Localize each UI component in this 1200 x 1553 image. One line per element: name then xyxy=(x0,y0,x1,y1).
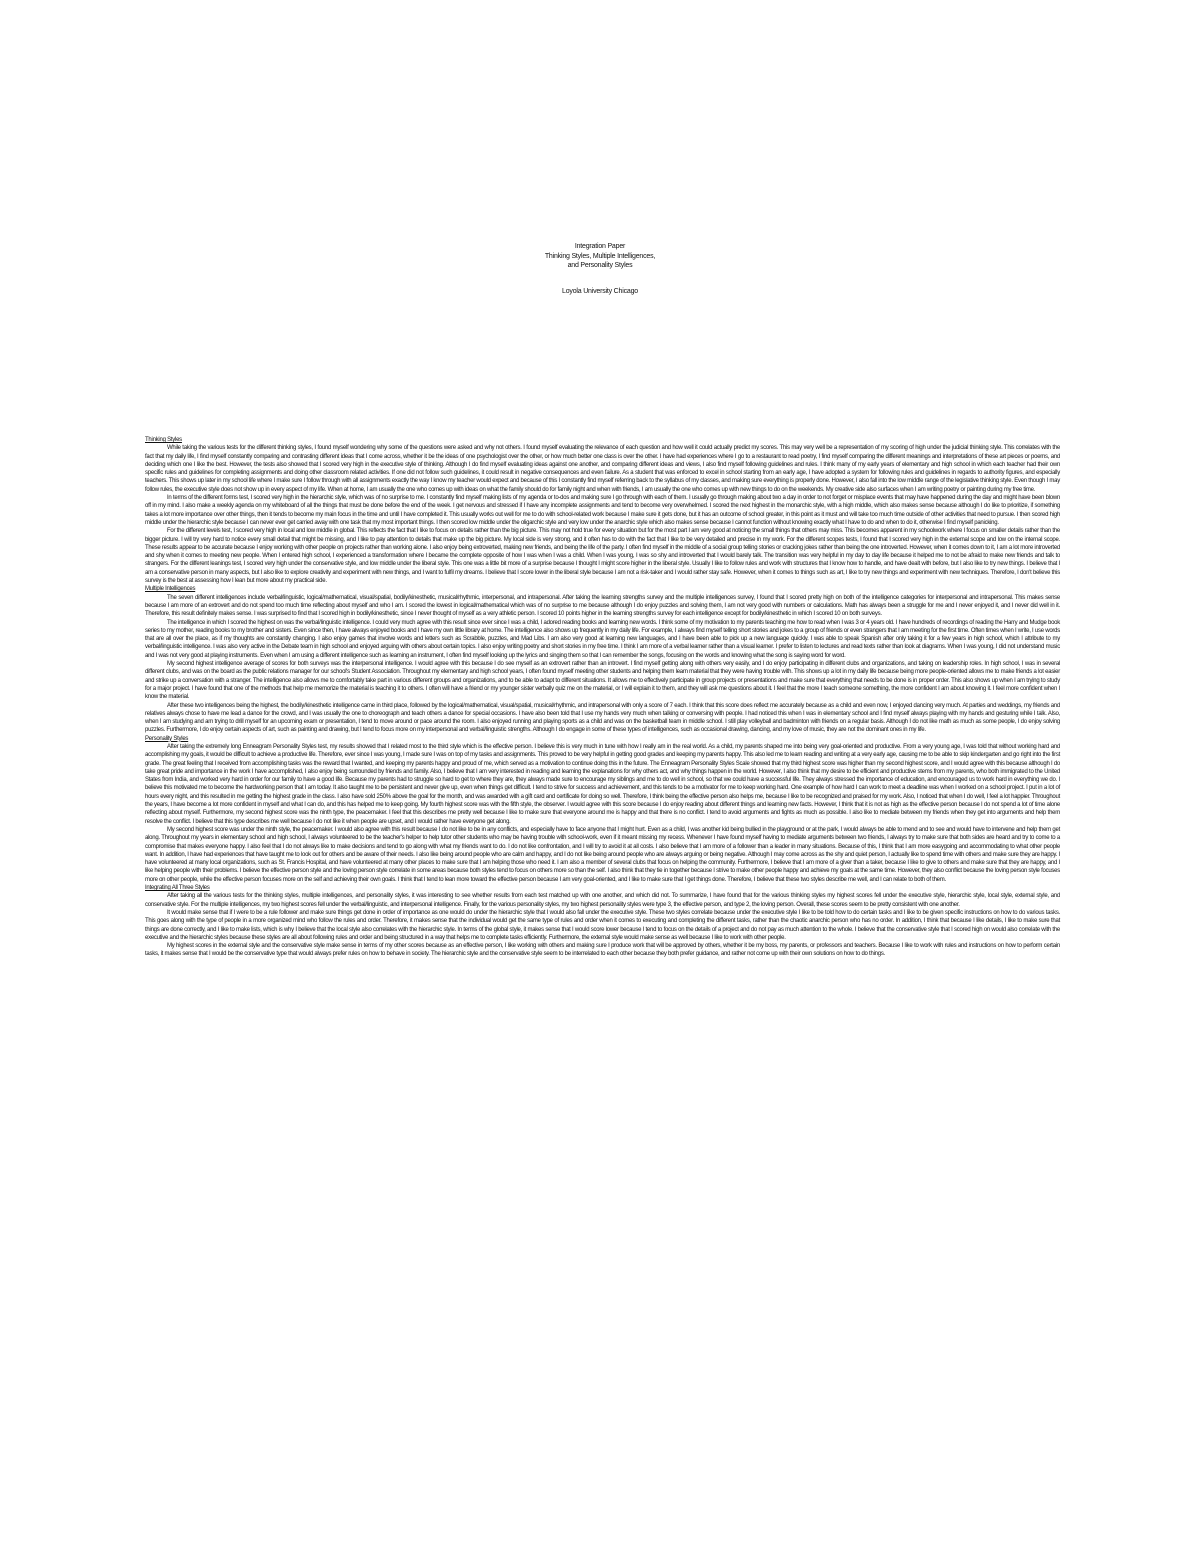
paragraph: My second highest intelligence average of scores for both surveys was the interpersonal intelligence. I would agree with this because I do see myself as an extrovert rather than an introvert. I find myself getting along with others very easily, and I do enjoy participating in different clubs and organizations, and taking on leadership roles. In high school, I was in several different clubs, and was on the board as the public relations manager for our school's Student Association. Throughout my elementary and high school years, I often found myself meeting other students and helping them learn material that they were having trouble with. This shows up a lot in my daily life because being more people-oriented allows me to make friends a lot easier and strike up a conversation with a stranger. The intelligence also allows me to comfortably take part in various different groups and organizations, and to be able to adapt to different situations. It allows me to effectively participate in group projects or presentations and make sure that everything that needs to be done is in proper order. This also shows up when I am trying to study for a major project. I have found that one of the methods that help me memorize the material is teaching it to others. I often will have a friend or my younger sister verbally quiz me on the material, or I will explain it to them, and they will ask me questions about it. I feel that the more I teach someone something, the more confident I am about knowing it. I feel more confident when I know the material. xyxy=(145,661,1060,701)
section-integrating-all-three-styles xyxy=(145,884,1060,959)
paper-title: Integration Paper xyxy=(574,243,626,250)
paragraph: My second highest score was under the ninth style, the peacemaker. I would also agree with this result because I do not like to be in any conflicts, and especially have to face anyone that I might hurt. Even as a child, I was another kid being bullied in the playground or at the park, I would always be able to mend and to see and would have to intervene and help them get along. Throughout my years in elementary school and high school, I always volunteered to be the teacher's helper to help tutor other students who may be having trouble with school-work, even if it meant missing my recess. Whenever I have found myself having to mediate arguments between two friends, I always try to make sure that both sides are heard and try to come to a compromise that makes everyone happy. I also feel that I do not always like to make decisions and tend to go along with what my friends want to do. I do not like confrontation, and I will try to avoid it at all costs. I also believe that I am more of a follower than a leader in many situations. Because of this, I think that I am more easygoing and accommodating to what other people want. In addition, I have had experiences that have taught me to look out for others and be aware of their needs. I also like being around people who are calm and happy, and I do not like being around people who are always arguing or being negative. Although I may come across as the shy and quiet person, I actually like to spend time with others and make sure they are happy. I have volunteered at many local organizations, such as St. Francis Hospital, and have volunteered at many other places to make sure that I am helping those who need it. I am also a member of several clubs that focus on helping the community. Furthermore, I believe that I am more of a giver than a taker, because I like to give to others and make sure that they are happy, and I like helping people with their problems. I believe the effective person style and the loving person style correlate in some areas because both styles tend to focus on others more so than the self. I also think that they tie in together because I strive to make other people happy and achieve my goals at the same time. However, they also conflict because the loving person style focuses more on other people, while the effective person focuses more on the self and achieving their own goals. I think that I tend to lean more toward the effective person because I am very goal-oriented, and I like to make sure that I get things done. Therefore, I believe that these two styles describe me well, and I can relate to both of them. xyxy=(145,826,1060,883)
section-heading: Personality Styles xyxy=(145,735,189,742)
section-heading: Multiple Intelligences xyxy=(145,586,196,593)
paragraph: While taking the various tests for the different thinking styles, I found myself wondering why some of the questions were asked and why not others. I found myself evaluating the relevance of each question and how well it could actually predict my scores. This may very well be a representation of my scoring of high under the judicial thinking style. This correlates with the fact that my daily life, I find myself constantly comparing and contrasting different ideas that I come across, whether it be the ideas of one psychologist over the other, or how much better one class is over the other. I have had experiences where I go to a restaurant to read poetry, I find myself comparing the different meanings and interpretations of these art pieces or poems, and deciding which one I like the best. However, the tests also showed that I scored very high in the executive style of thinking. Although I do find myself evaluating ideas against one another, and comparing different ideas and views, I also find myself following guidelines and rules. I think many of my early years of elementary and high school in which each teacher had their own specific rules and guidelines for completing assignments and doing other classroom related activities. If one did not follow such guidelines, it could result in negative consequences and even failure. As a student that was enforced to excel in school starting from an early age, I have adopted a system for following rules and guidelines in regards to authority figures, and especially teachers. This shows up later in my school life where I make sure I follow through with all assignments exactly the way I know my teacher would expect and because of this I constantly find myself referring back to the syllabus of my classes, and making sure everything is properly done. However, I also fall into the low middle range of the legislative thinking style. Even though I may follow rules, the executive style does not show up in every aspect of my life. When at home, I am usually the one who comes up with ideas on what the family should do for family night and when with friends, I am usually the one who comes up with new things to do on the weekends. My creative side also surfaces when I am writing poetry or painting during my free time. xyxy=(145,445,1060,493)
section-thinking-styles xyxy=(145,436,1060,585)
paragraph: After taking the extremely long Enneagram Personality Styles test, my results showed that I related most to the third style which is the effective person. I believe this is very much in tune with how I really am in the real world. As a child, my parents shaped me into being very goal-oriented and productive. From a very young age, I was told that without working hard and accomplishing my goals, it would be difficult to achieve a productive life. Therefore, ever since I was young, I made sure I was on top of my tasks and assignments. This proved to be very helpful in getting good grades and keeping my parents happy. This also led me to learn reading and writing at a very early age, causing me to be able to skip kindergarten and go right into the first grade. The great feeling that I received from accomplishing tasks was the reward that I wanted, and keeping my parents happy and proud of me, which served as a motivation to continue doing this in the future. The Enneagram Personality Styles Scale showed that my third highest score was higher than my second highest score, and I would agree with this because although I do take great pride and importance in the work I have accomplished, I also enjoy being surrounded by friends and family. Also, I believe that I am very interested in reading and learning the explanations for why others act, and why things happen in the world. However, I also think that my desire to be efficient and productive stems from my parents, who both immigrated to the United States from India, and worked very hard in order for our family to have a good life. Because my parents had to struggle so hard to get to where they are, they always made sure to encourage my siblings and me to do well in school, so that we could have a successful life. They always stressed the importance of education, and encouraged us to work hard in everything we do. I believe this motivated me to become the hardworking person that I am today. It also taught me to be persistent and never give up, even when things get difficult. I tend to strive for success and achievement, and this tends to be a motivator for me to keep working hard. One example of how hard I can work to meet a deadline was when I worked on a school project. I put in a lot of hours every night, and this resulted in me getting the highest grade in the class. I also have sold 250% above the goal for the month, and was awarded with a gift card and certificate for doing so well. Therefore, I think being the effective person also helps me, because I like to be recognized and praised for my work. Also, I noticed that when I do well, I feel a lot happier. Throughout the years, I have become a lot more confident in myself and what I can do, and this has helped me to keep going. My fourth highest score was with the fifth style, the observer. I would agree with this score because I do enjoy reading about different things and learning new facts. However, I think that it is not as high as the effective person because I do not spend a lot of time alone reflecting about myself. Furthermore, my second highest score was the ninth type, the peacemaker. I feel that this describes me pretty well because I like to make sure that everyone around me is happy and that there is no conflict. I tend to avoid arguments and fights as much as possible. I also like to mediate between my friends when they get into arguments and help them resolve the conflict. I believe that this type describes me well because I do not like it when people are upset, and I would rather have everyone get along. xyxy=(145,743,1060,825)
paragraph: The intelligence in which I scored the highest on was the verbal/linguistic intelligence. I could very much agree with this result since ever since I was a child, I adored reading books and learning new words. I think some of my motivation to my parents teaching me how to read when I was 3 or 4 years old. I have hundreds of recordings of reading the Harry and Mudge book series to my mother, reading books to my brother and sisters. Even since then, I have always enjoyed books and I have my own little library at home. The intelligence also shows up frequently in my daily life. For example, I always find myself telling short stories and jokes to a group of friends or even strangers that I am meeting for the first time. Often times when I write, I use words that are all over the place, as if my thoughts are constantly changing. I also enjoy games that involve words and letters such as Scrabble, puzzles, and Mad Libs. I am also very good at learning new languages, and I have been able to pick up a new language quickly. I was able to speak Spanish after only taking it for a few years in high school, which I attribute to my verbal/linguistic intelligence. I was also very active in the Debate team in high school and enjoyed arguing with others about certain topics. I also enjoy writing poetry and short stories in my free time. I think I am more of a verbal learner rather than a visual learner. I prefer to listen to lectures and read texts rather than look at diagrams. When I was young, I did not understand music and I was not very good at playing instruments. Even when I am using a different intelligence such as learning an instrument, I often find myself looking up the lyrics and singing them so that I can remember the songs, focusing on the words and knowing what the song is saying word for word. xyxy=(145,619,1060,659)
paper-subtitle-line-1: Thinking Styles, Multiple Intelligences, xyxy=(544,252,656,260)
section-heading: Integrating All Three Styles xyxy=(145,885,210,892)
paragraph: The seven different intelligences include verbal/linguistic, logical/mathematical, visual/spatial, bodily/kinesthetic, musical/rhythmic, interpersonal, and intrapersonal. After taking the learning strengths survey and the multiple intelligences survey, I found that I scored pretty high on both of the intelligence categories for interpersonal and intrapersonal. This makes sense because I am more of an extrovert and do not spend too much time reflecting about myself and who I am. I scored the lowest in logical/mathematical which was of no surprise to me because although I do enjoy puzzles and solving them, I am not very good with numbers or calculations. Math has always been a struggle for me and I never enjoyed it, and I never did well in it. Therefore, this result definitely makes sense. I was surprised to find that I scored high in bodily/kinesthetic, since I never thought of myself as a very athletic person. I scored 10 points higher in the learning strengths survey for each intelligence except for bodily/kinesthetic in which I scored 10 on both surveys. xyxy=(145,594,1060,618)
paragraph: My highest scores in the external style and the conservative style make sense in terms of my other scores because as an effective person, I like working with others and making sure I produce work that will be approved by others, whether it be my boss, my parents, or professors and teachers. Because I like to work with rules and instructions on how to perform certain tasks, it makes sense that I would be the conservative type that would always prefer rules on how to behave in society. The hierarchic style and the conservative style seem to be interrelated to each other because they both prefer guidance, and rather not come up with their own solutions on how to do things. xyxy=(145,943,1060,958)
paper-subtitle-line-2: and Personality Styles xyxy=(567,262,633,269)
paragraph: For the different levels test, I scored very high in local and low middle in global. This reflects the fact that I like to focus on details rather than the big picture. This may not hold true for every situation but for the most part I am very good at noticing the small things that others may miss. This becomes apparent in my schoolwork where I focus on smaller details rather than the bigger picture. I will try very hard to notice every small detail that might be missing, and I like to pay attention to details that make up the big picture. My local side is very strong, and it often has to do with the fact that I like to be very detailed and precise in my work. For the different scopes tests, I found that I scored very high in the external scope and low on the internal scope. These results appear to be accurate because I enjoy working with other people on projects rather than working alone. I also enjoy being extroverted, making new friends, and being the life of the party. I often find myself in the middle of a social group telling stories or cracking jokes rather than being the one introverted. However, when it comes down to it, I am a lot more introverted and shy when it comes to meeting new people. When I entered high school, I experienced a transformation where I became the complete opposite of how I was when I was a child. When I was young, I was so shy and introverted that I would barely talk. The transition was very helpful in my day to day life because it helped me to not be afraid to make new friends and talk to strangers. For the different leanings test, I scored very high under the conservative style, and low middle under the liberal style. This one was a little bit more of a surprise because I thought I might score higher in the liberal style. Usually I like to follow rules and work with structures that I know how to handle, and have dealt with before, but I also like to try new things. I believe that I am a conservative person in many aspects, but I also like to explore creativity and experiment with new things, and I want to fulfil my dreams. I believe that I score lower in the liberal style because I am not a risk-taker and I would rather stay safe. However, when it comes to things such as art, I like to try new things and experiment with new techniques. Therefore, I don't believe this survey is the best at assessing how I lean but more about my practical side. xyxy=(145,528,1060,585)
section-heading: Thinking Styles xyxy=(145,437,182,443)
paragraph: After these two intelligences being the highest, the bodily/kinesthetic intelligence came in third place, followed by the logical/mathematical, visual/spatial, musical/rhythmic, and intrapersonal with only a score of 7 each. I think that this score does reflect me accurately because as a child and even now, I enjoyed dancing very much. At parties and weddings, my friends and relatives always chose to have me lead a dance for the crowd, and I was usually the one to choreograph and teach others a dance for special occasions. I have also been told that I use my hands very much when talking or conversing with people. I had noticed this when I was in elementary school and I find myself always playing with my hands and gesturing while I talk. Also, when I am studying and am trying to drill myself for an upcoming exam or presentation, I tend to move around or pace around the room. I also enjoyed running and playing sports as a child and was on the basketball team in middle school. I still play volleyball and badminton with friends on a regular basis. Although I do not like math as much as some people, I do enjoy solving puzzles. Furthermore, I do enjoy certain aspects of art, such as painting and drawing, but I tend to focus more on my interpersonal and verbal/linguistic strengths. Although I do engage in some of these types of intelligences, such as occasional drawing, dancing, and my love of music, they are not the dominant ones in my life. xyxy=(145,702,1060,734)
paragraph: In terms of the different forms test, I scored very high in the hierarchic style, which was of no surprise to me. I constantly find myself making lists of my agenda or to-dos and making sure I go through with each of them. I usually go through making about two a day in order to not forget or misplace events that may have happened during the day and might have been blown off in my mind. I also make a weekly agenda on my whiteboard of all the things that must be done before the end of the week. I get nervous and stressed if I have any incomplete assignments and tend to become very overwhelmed. I scored the next highest in the monarchic style, with a high middle, which also makes sense because although I do like to prioritize, if something takes a lot more importance over other things, then it tends to become my main focus in the time and until I have completed it. This usually works out well for me to do with school-related work because I make sure it gets done, but it has an outcome of school greater, in this point as it must and will take too much time outside of other activities that need to pursue. I then scored high middle under the hierarchic style because I can never ever get carried away with one task that my most important things. I then scored low middle under the oligarchic style and very low under the anarchic style which also makes sense because I cannot function without knowing exactly what I have to do and when to do it, otherwise I find myself panicking. xyxy=(145,495,1060,526)
section-personality-styles xyxy=(145,735,1060,884)
section-multiple-intelligences xyxy=(145,585,1060,734)
paragraph: After taking all the various tests for the thinking styles, multiple intelligences, and personality styles, it was interesting to see whether results from each test matched up with one another, and which did not. To summarize, I have found that for the various thinking styles my highest scores fell under the executive style, hierarchic style, local style, external style, and conservative style. For the multiple intelligences, my two highest scores fell under the verbal/linguistic, and interpersonal intelligence. Finally, for the various personality styles, my two highest personality styles were type 3, the effective person, and type 2, the loving person. Overall, these scores seem to be pretty consistent with one another. xyxy=(145,893,1060,908)
document-body xyxy=(145,436,1060,959)
title-block xyxy=(0,242,1200,296)
author-affiliation: Loyola University Chicago xyxy=(562,287,638,295)
paragraph: It would make sense that if I were to be a rule follower and make sure things get done in order of importance as one would do under the hierarchic style that I would also fall under the executive style. These two styles correlate because under the executive style I like to be told how to do certain tasks and I like to be given specific instructions on how to do various tasks. This goes along with the type of people in a more organized mind who follow the rules and order. Therefore, it makes sense that the individual would get the same type of rules and order when it comes to executing and completing the different tasks, rather than the chaotic anarchic person who has no order. In addition, I think that because I like details, I like to make sure that things are done correctly, and I like to make lists, which is why I believe that the local style also correlates with the hierarchic style. In terms of the global style, it makes sense that I would score lower because I tend to focus on the details of a project and do not pay as much attention to the whole. I believe that the conservative style that I scored high on would also correlate with the executive and the hierarchic styles because these styles are all about following rules and order and being structured in a way that helps me to complete tasks efficiently. Furthermore, the external style would make sense as well because I like to work with other people. xyxy=(145,909,1060,941)
